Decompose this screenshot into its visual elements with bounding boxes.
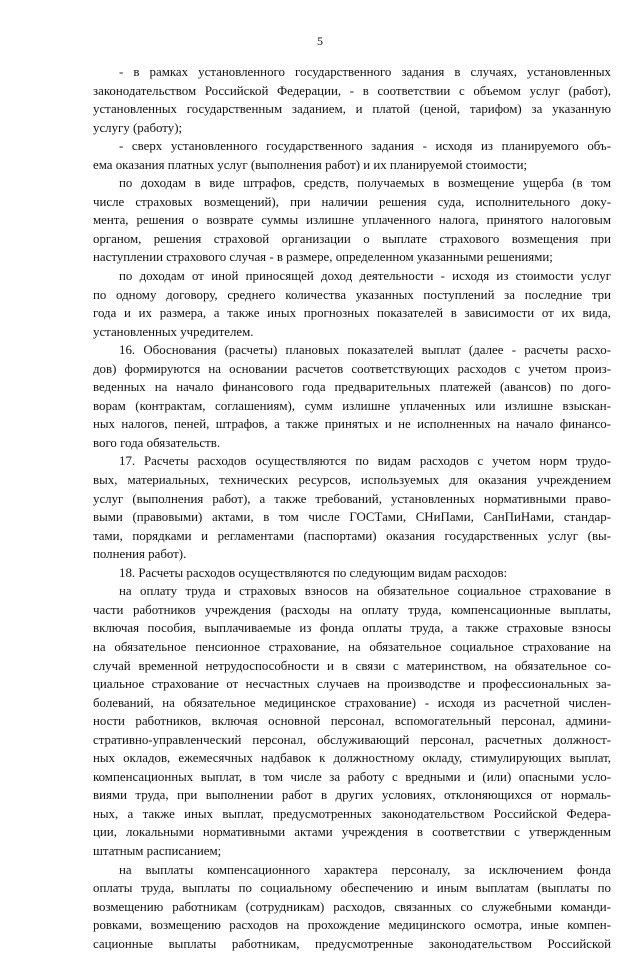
text-line: стративно-управленческий персонал, обслуживающий персонал, расчетных должност- [93,732,611,747]
text-line: полнения работ). [93,547,187,562]
text-line: на оплату труда и страховых взносов на обязательное социальное страхование в [119,584,611,599]
text-line: ных налогов, пеней, штрафов, а также принятых и не исполненных на начало финансо- [93,417,611,432]
text-line: на выплаты компенсационного характера персоналу, за исключением фонда [119,862,611,877]
text-line: 18. Расчеты расходов осуществляются по следующим видам расходов: [119,565,508,580]
text-line: наступлении страхового случая - в размере, определенном указанными решениями; [93,250,553,265]
text-line: 16. Обоснования (расчеты) плановых показателей выплат (далее - расчеты расхо- [119,343,611,358]
text-line: сационные выплаты работникам, предусмотренные законодательством Российской [93,936,611,951]
text-line: оплаты труда, выплаты по социальному обеспечению и иным выплатам (выплаты по [93,881,611,896]
text-line: ема оказания платных услуг (выполнения работ) и их планируемой стоимости; [93,157,528,172]
text-line: штатным расписанием; [93,843,222,858]
text-line: - в рамках установленного государственного задания в случаях, установленных [119,65,611,79]
text-line: ворам (контрактам, соглашениям), сумм излишне уплаченных или излишне взыскан- [93,398,611,413]
text-line: части работников учреждения (расходы на оплату труда, компенсационные выплаты, [93,602,611,617]
text-line: числе страховых возмещений), при наличии решения суда, исполнительного доку- [93,194,611,209]
text-line: циальное страхование от несчастных случаев на производстве и профессиональных за- [93,677,611,692]
text-line: дов) формируются на основании расчетов соответствующих расходов с учетом произ- [93,361,611,376]
text-line: органом, решения страховой организации о выплате страхового возмещения при [93,231,611,246]
text-line: по доходам от иной приносящей доход деятельности - исходя из стоимости услуг [119,269,611,284]
text-line: установленных учредителем. [93,324,254,339]
text-line: ных окладов, ежемесячных надбавок к должностному окладу, стимулирующих выплат, [93,751,611,766]
document-body [93,63,611,953]
text-line: услуг (выполнения работ), а также требований, установленных нормативными право- [93,491,611,506]
text-line: возмещению работникам (сотрудникам) расходов, связанных со служебными команди- [93,899,611,914]
text-line: по доходам в виде штрафов, средств, получаемых в возмещение ущерба (в том [119,176,611,191]
text-line: вых, материальных, технических ресурсов, используемых для оказания учреждением [93,473,611,488]
text-line: законодательством Российской Федерации, - в соответствии с объемом услуг (работ), [93,83,611,98]
text-line: ции, локальными нормативными актами учреждения в соответствии с утвержденным [93,825,611,840]
text-line: случай временной нетрудоспособности и в связи с материнством, на обязательное со- [93,658,611,673]
text-line: установленных государственным заданием, и платой (ценой, тарифом) за указанную [93,102,611,117]
text-line: - сверх установленного государственного задания - исходя из планируемого объ- [119,139,611,154]
text-line: тами, порядками и регламентами (паспортами) оказания государственных услуг (вы- [93,528,611,543]
text-line: ных, а также иных выплат, предусмотренных законодательством Российской Федера- [93,806,611,821]
text-line: на обязательное пенсионное страхование, на обязательное социальное страхование на [93,639,611,654]
text-line: года и их размера, а также иных прогнозных показателей в зависимости от их вида, [93,306,611,321]
text-line: 17. Расчеты расходов осуществляются по видам расходов с учетом норм трудо- [119,454,611,469]
text-line: вого года обязательств. [93,435,221,450]
text-line: мента, решения о возврате суммы излишне уплаченного налога, принятого налоговым [93,213,611,228]
text-line: услугу (работу); [93,120,183,135]
page-number: 5 [317,34,323,48]
text-line: болеваний, на обязательное медицинское страхование) - исходя из расчетной числен- [93,695,611,710]
text-line: выми (правовыми) актами, в том числе ГОСТами, СНиПами, СанПиНами, стандар- [93,510,611,525]
text-line: ности работников, включая основной персонал, вспомогательный персонал, админи- [93,714,611,729]
text-line: по одному договору, среднего количества указанных поступлений за последние три [93,287,611,302]
text-line: ровками, возмещению расходов на прохождение медицинского осмотра, иные компен- [93,918,611,933]
text-line: компенсационных выплат, в том числе за работу с вредными и (или) опасными усло- [93,769,611,784]
text-line: веденных на начало финансового года предварительных платежей (авансов) по дого- [93,380,611,395]
text-line: виями труда, при выполнении работ в других условиях, отклоняющихся от нормаль- [93,788,611,803]
text-line: включая пособия, выплачиваемые из фонда оплаты труда, а также страховые взносы [93,621,611,636]
